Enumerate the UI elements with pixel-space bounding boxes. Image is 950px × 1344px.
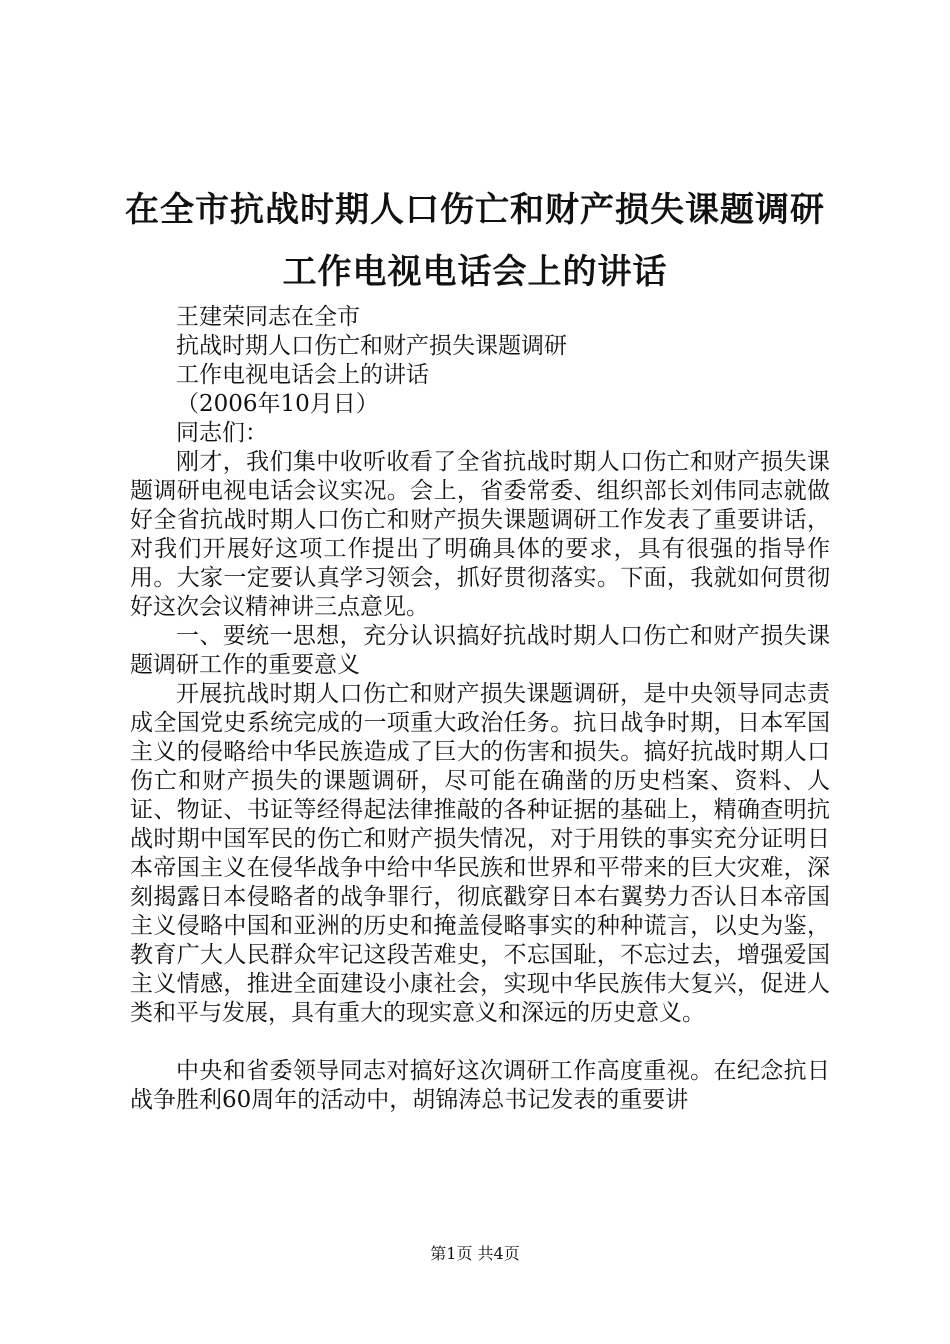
page-number-footer: 第1页 共4页 xyxy=(430,1244,520,1263)
date-line: （2006年10月日） xyxy=(176,391,379,417)
section-heading: 一、要统一思想，充分认识搞好抗战时期人口伤亡和财产损失课题调研工作的重要意义 xyxy=(130,623,830,678)
subtitle-line: 抗战时期人口伤亡和财产损失课题调研 xyxy=(176,333,567,359)
paragraph: 刚才，我们集中收听收看了全省抗战时期人口伤亡和财产损失课题调研电视电话会议实况。会上，省委常委、组织部长刘伟同志就做好全省抗战时期人口伤亡和财产损失课题调研工作发表了重要讲话，对我们开展好这项工作提出了明确具体的要求，具有很强的指导作用。大家一定要认真学习领会，抓好贯彻落实。下面，我就如何贯彻好这次会议精神讲三点意见。 xyxy=(130,449,830,620)
paragraph: 开展抗战时期人口伤亡和财产损失课题调研，是中央领导同志责成全国党史系统完成的一项重大政治任务。抗日战争时期，日本军国主义的侵略给中华民族造成了巨大的伤害和损失。搞好抗战时期人口伤亡和财产损失的课题调研，尽可能在确凿的历史档案、资料、人证、物证、书证等经得起法律推敲的各种证据的基础上，精确查明抗战时期中国军民的伤亡和财产损失情况，对于用铁的事实充分证明日本帝国主义在侵华战争中给中华民族和世界和平带来的巨大灾难，深刻揭露日本侵略者的战争罪行，彻底戳穿日本右翼势力否认日本帝国主义侵略中国和亚洲的历史和掩盖侵略事实的种种谎言，以史为鉴，教育广大人民群众牢记这段苦难史，不忘国耻，不忘过去，增强爱国主义情感，推进全面建设小康社会，实现中华民族伟大复兴，促进人类和平与发展，具有重大的现实意义和深远的历史意义。 xyxy=(130,681,830,1026)
document-title-line-2: 工作电视电话会上的讲话 xyxy=(282,252,668,292)
document-body xyxy=(130,303,830,1115)
salutation: 同志们： xyxy=(176,420,268,446)
paragraph: 中央和省委领导同志对搞好这次调研工作高度重视。在纪念抗日战争胜利60周年的活动中，胡锦涛总书记发表的重要讲 xyxy=(130,1058,830,1113)
speaker-line: 王建荣同志在全市 xyxy=(176,304,360,330)
subtitle-line: 工作电视电话会上的讲话 xyxy=(176,362,429,388)
document-title-line-1: 在全市抗战时期人口伤亡和财产损失课题调研 xyxy=(125,190,825,230)
